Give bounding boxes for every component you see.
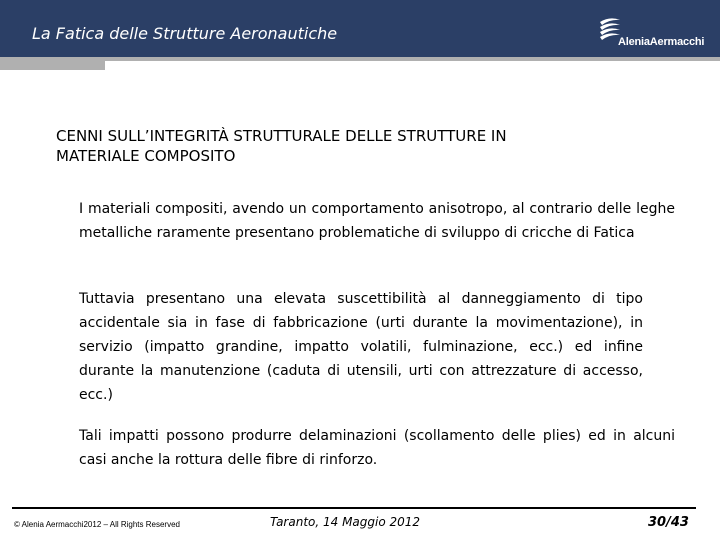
body-paragraph-1: I materiali compositi, avendo un comportamento anisotropo, al contrario delle leghe metalliche raramente presentano problematiche di sviluppo di cricche di Fatica — [79, 201, 675, 241]
header-accent-line — [105, 57, 720, 61]
footer-page-number: 30/43 — [648, 515, 689, 530]
logo-text: AleniaAermacchi — [618, 36, 705, 48]
footer-divider — [12, 507, 696, 509]
company-logo — [594, 14, 716, 52]
slide-title-line2: MATERIALE COMPOSITO — [56, 147, 236, 165]
body-paragraph-3: Tali impatti possono produrre delaminazioni (scollamento delle plies) ed in alcuni casi anche la rottura delle fibre di rinforzo. — [79, 428, 675, 468]
header-title: La Fatica delle Strutture Aeronautiche — [32, 24, 338, 43]
slide-title — [56, 126, 507, 166]
slide-header — [0, 0, 720, 57]
body-paragraph-2: Tuttavia presentano una elevata suscettibilità al danneggiamento di tipo accidentale sia in fase di fabbricazione (urti durante la movimentazione), in servizio (impatto grandine, impatto volatili, fulminazione, ecc.) ed infine durante la manutenzione (caduta di utensili, urti con attrezzature di accesso, ecc.) — [79, 291, 643, 403]
footer-date: Taranto, 14 Maggio 2012 — [270, 515, 421, 529]
slide-title-line1: CENNI SULL’INTEGRITÀ STRUTTURALE DELLE STRUTTURE IN — [56, 127, 507, 145]
footer-copyright: © Alenia Aermacchi2012 – All Rights Reserved — [14, 520, 180, 529]
header-accent-block — [0, 57, 105, 70]
